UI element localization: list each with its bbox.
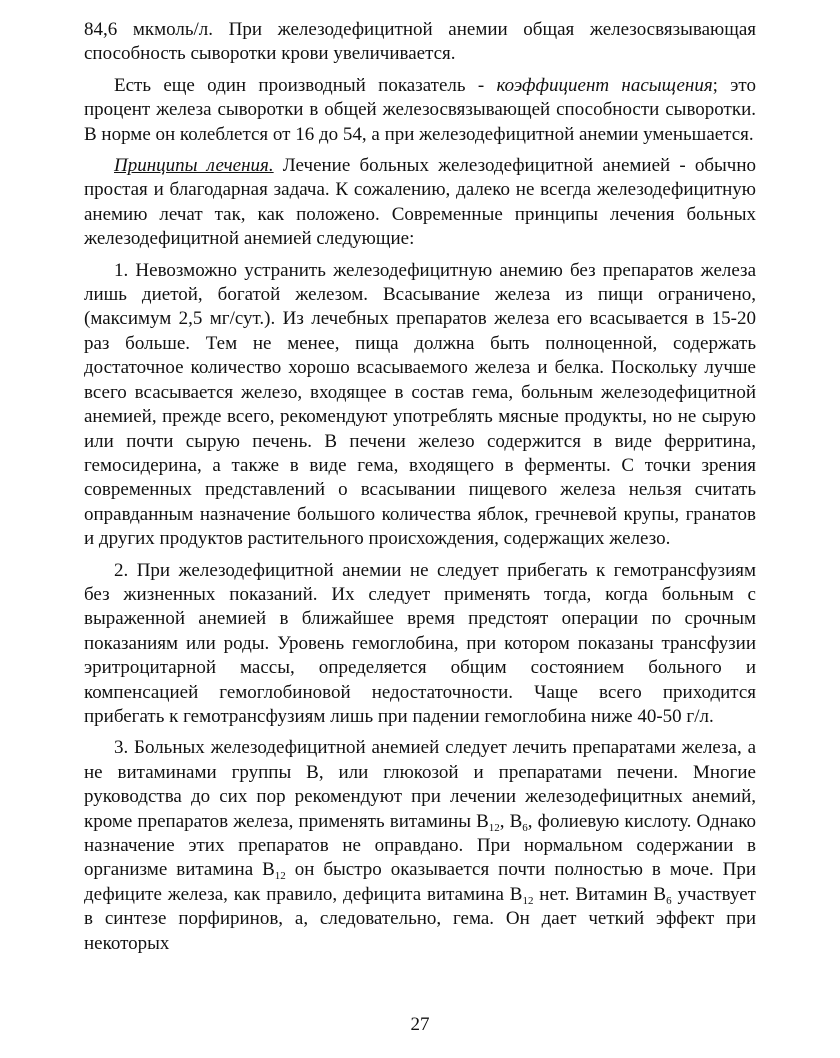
paragraph-6-part-4: он быстро оказывается почти полностью в моче. При дефиците железа, как правило, дефицита витамина В [84, 859, 756, 905]
paragraph-3 [84, 154, 756, 252]
paragraph-3-text: Лечение больных железодефицитной анемией - обычно простая и благодарная задача. К сожалению, далеко не всегда железодефицитную анемию лечат так, как положено. Современные принципы лечения больных железодефицитной анемией следующие: [84, 155, 757, 250]
subscript: 12 [488, 821, 500, 834]
paragraph-5: 2. При железодефицитной анемии не следует прибегать к гемотрансфузиям без жизненных показаний. Их следует применять тогда, когда больным с выраженной анемией в ближайшее время предстоят операции по срочным показаниям или роды. Уровень гемоглобина, при котором показаны трансфузии эритроцитарной массы, определяется общим состоянием больного и компенсацией гемоглобиновой недостаточности. Чаще всего приходится прибегать к гемотрансфузиям лишь при падении гемоглобина ниже 40-50 г/л. [84, 559, 756, 727]
paragraph-6-part-6: участвует в синтезе порфиринов, а, следовательно, гема. Он дает четкий эффект при некоторых [84, 883, 756, 954]
paragraph-6-part-1: 3. Больных железодефицитной анемией следует лечить препаратами железа, а не витаминами группы В, или глюкозой и препаратами печени. Многие руководства до сих пор рекомендуют при лечении железодефицитных анемий, кроме препаратов железа, применять витамины В [84, 737, 756, 832]
subscript: 12 [522, 894, 534, 907]
paragraph-2-rest: ; это процент железа сыворотки в общей железосвязывающей способности сыворотки. В норме он колеблется от 16 до 54, а при железодефицитной анемии уменьшается. [84, 74, 756, 145]
paragraph-6-part-5: нет. Витамин В [533, 883, 667, 905]
paragraph-2-lead: Есть еще один производный показатель - [114, 74, 497, 96]
subscript: 6 [666, 894, 672, 907]
paragraph-1: 84,6 мкмоль/л. При железодефицитной анемии общая железосвязывающая способность сыворотки крови увеличивается. [84, 19, 756, 65]
page-number: 27 [410, 1014, 430, 1035]
section-heading-treatment: Принципы лечения. [114, 155, 274, 177]
subscript: 6 [522, 821, 528, 834]
paragraph-6-part-2: , В [499, 810, 523, 832]
paragraph-2 [84, 74, 756, 147]
page-body [84, 18, 756, 963]
paragraph-4: 1. Невозможно устранить железодефицитную анемию без препаратов железа лишь диетой, богатой железом. Всасывание железа из пищи ограничено, (максимум 2,5 мг/сут.). Из лечебных препаратов железа его всасывается в 15-20 раз больше. Тем не менее, пища должна быть полноценной, содержать достаточное количество хорошо всасываемого железа и белка. Поскольку лучше всего всасывается железо, входящее в состав гема, больным железодефицитной анемией, прежде всего, рекомендуют употреблять мясные продукты, но не сырую или почти сырую печень. В печени железо содержится в виде ферритина, гемосидерина, а также в виде гема, входящего в ферменты. С точки зрения современных представлений о всасывании пищевого железа нельзя считать оправданным назначение большого количества яблок, гречневой крупы, гранатов и других продуктов растительного происхождения, содержащих железо. [84, 259, 756, 550]
paragraph-6 [84, 736, 756, 956]
paragraph-6-part-3: , фолиевую кислоту. Однако назначение этих препаратов не оправдано. При нормальном содержании в организме витамина В [84, 810, 756, 881]
subscript: 12 [274, 870, 286, 883]
term-saturation-coefficient: коэффициент насыщения [496, 74, 713, 96]
